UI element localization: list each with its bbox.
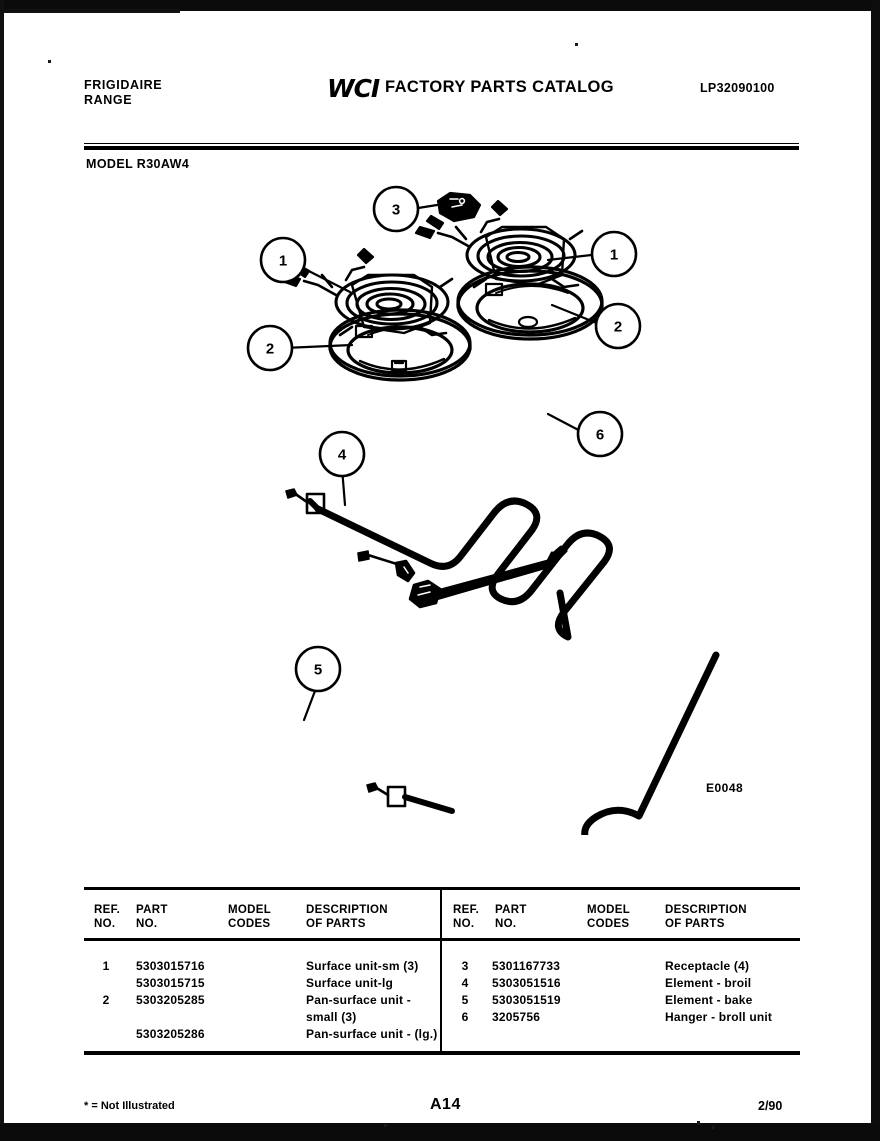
column-header-ref-left: REF. NO.: [94, 904, 121, 930]
column-header-codes-left: MODEL CODES: [228, 904, 272, 930]
header-rule-thin: [84, 143, 799, 144]
table-row: 1: [102, 959, 110, 973]
brand-name: FRIGIDAIRE: [84, 78, 163, 92]
footer-note: * = Not Illustrated: [84, 1100, 175, 1112]
table-row: Surface unit-sm (3): [306, 959, 419, 973]
model-label: MODEL R30AW4: [86, 157, 190, 171]
table-row: Pan-surface unit - small (3): [306, 993, 411, 1024]
callout-group: [248, 187, 640, 691]
parts-illustration: [0, 175, 880, 835]
column-header-part-right: PART NO.: [495, 904, 527, 930]
scan-speck: [48, 60, 51, 63]
callout-label-1-left: 1: [278, 252, 288, 270]
header-rule: [84, 146, 799, 150]
callout-label-1-right: 1: [609, 246, 619, 264]
column-header-desc-right: DESCRIPTION OF PARTS: [665, 904, 747, 930]
column-header-ref-right: REF. NO.: [453, 904, 480, 930]
table-rule-top: [84, 887, 800, 890]
page-number: A14: [430, 1096, 461, 1113]
table-row: 2: [102, 993, 110, 1007]
receptacle-block: [438, 193, 480, 221]
table-row: Receptacle (4): [665, 959, 750, 973]
callout-label-2-right: 2: [613, 318, 623, 336]
table-row: Pan-surface unit - (lg.): [306, 1027, 438, 1041]
table-row: Surface unit-lg: [306, 976, 394, 990]
broil-element: [318, 501, 609, 637]
wci-logo: WCI: [327, 74, 380, 103]
column-header-part-left: PART NO.: [136, 904, 168, 930]
callout-label-2-left: 2: [265, 340, 275, 358]
table-row: 3205756: [492, 1010, 541, 1024]
table-row: Element - broil: [665, 976, 752, 990]
scan-speck: [712, 1126, 714, 1129]
callout-label-6: 6: [595, 426, 605, 444]
callout-label-5: 5: [313, 661, 323, 679]
column-header-codes-right: MODEL CODES: [587, 904, 631, 930]
broil-hanger-end: [358, 551, 369, 561]
table-row: Element - bake: [665, 993, 753, 1007]
bake-element-riser-right: [405, 797, 452, 811]
scan-speck: [384, 1124, 387, 1127]
bake-element-terminal-right-pin: [367, 783, 378, 792]
revision-date: 2/90: [758, 1099, 783, 1113]
product-category: RANGE: [84, 93, 133, 107]
catalog-number: LP32090100: [700, 81, 775, 95]
table-row: 4: [461, 976, 469, 990]
table-row: 5303051516: [492, 976, 561, 990]
scan-edge-bottom: [0, 1123, 880, 1141]
callout-label-4: 4: [337, 446, 347, 464]
column-header-desc-left: DESCRIPTION OF PARTS: [306, 904, 388, 930]
table-row: 5301167733: [492, 959, 561, 973]
table-row: Hanger - broll unit: [665, 1010, 773, 1024]
drip-pan-right-center: [519, 317, 537, 327]
table-rule-header: [84, 938, 800, 941]
scan-speck: [575, 43, 578, 46]
broil-element-terminal-pin: [286, 489, 297, 498]
drip-pan-large-right: [458, 267, 602, 339]
table-row: 3: [461, 959, 469, 973]
scan-edge-top-secondary: [0, 9, 180, 13]
table-column-divider: [440, 889, 442, 1052]
table-row: 6: [461, 1010, 469, 1024]
page-title: FACTORY PARTS CATALOG: [385, 78, 615, 96]
drawing-code: E0048: [706, 781, 744, 795]
bake-element-terminal-right: [375, 787, 405, 806]
table-row: 5303205286: [136, 1027, 205, 1041]
table-row: 5303015715: [136, 976, 205, 990]
callout-label-3: 3: [391, 201, 401, 219]
table-row: 5: [461, 993, 469, 1007]
scan-speck: [697, 1121, 700, 1125]
brand-label: [84, 78, 162, 108]
table-row: 5303015716: [136, 959, 205, 973]
leader-line-2-left: [284, 345, 352, 348]
table-row: 5303051519: [492, 993, 561, 1007]
broil-hanger-arm: [368, 555, 400, 565]
table-row: 5303205285: [136, 993, 205, 1007]
broil-element-riser: [310, 501, 318, 509]
table-rule-bottom: [84, 1051, 800, 1055]
